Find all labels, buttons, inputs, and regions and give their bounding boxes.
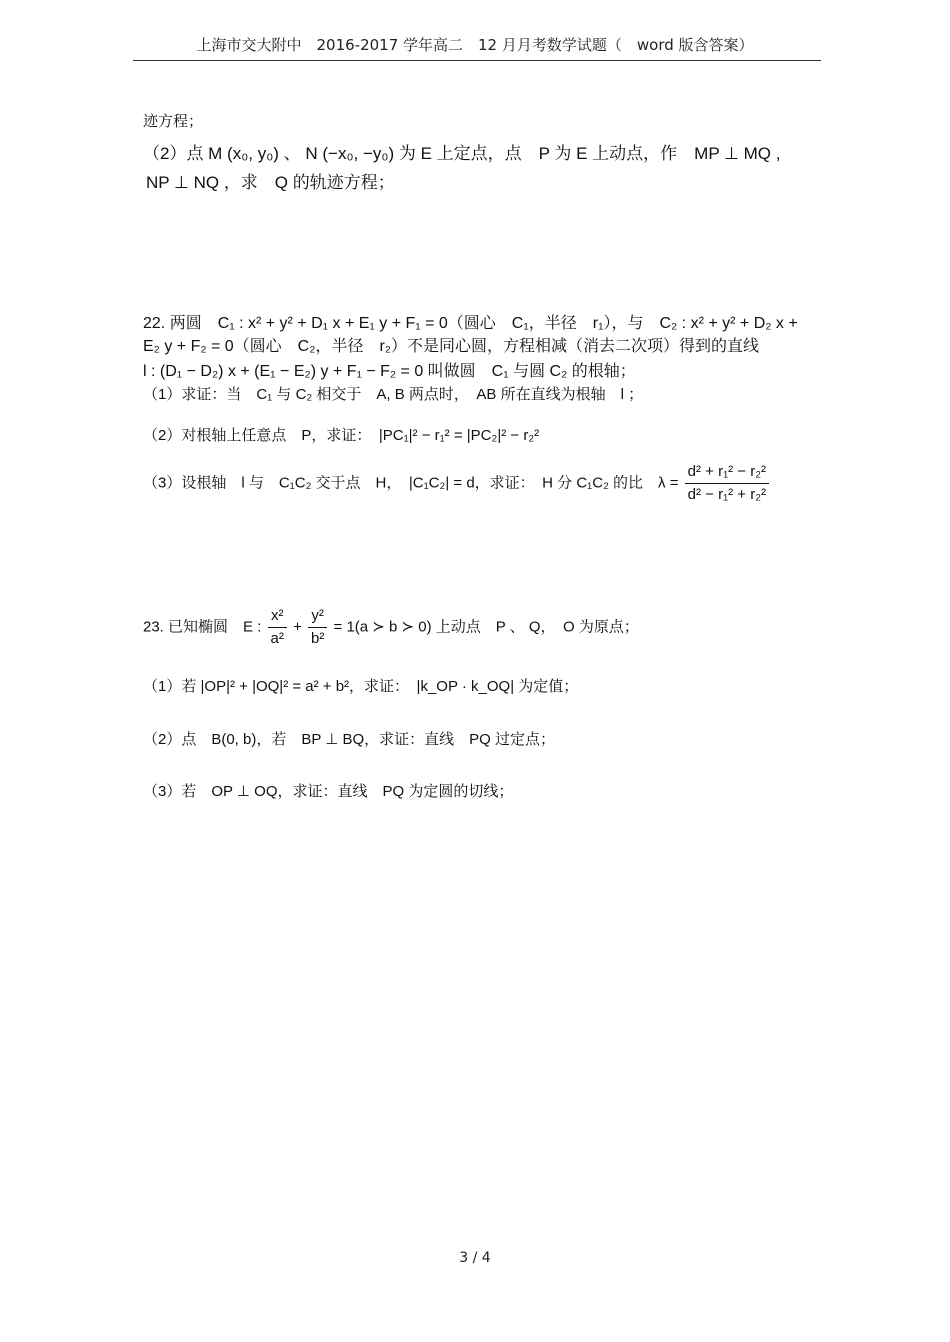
q23-line-1-post: = 1(a ≻ b ≻ 0) 上动点 P 、 Q， O 为原点； bbox=[333, 618, 639, 636]
q22-line-5: （2）对根轴上任意点 P，求证： |PC₁|² − r₁² = |PC₂|² − r₂² bbox=[143, 427, 540, 444]
q21-line-0: 迹方程； bbox=[143, 112, 204, 130]
q22-line-6-text: （3）设根轴 l 与 C₁C₂ 交于点 H， |C₁C₂| = d，求证： H 分 C₁C₂ 的比 λ = bbox=[143, 474, 679, 492]
q21-line-2: NP ⊥ NQ ，求 Q 的轨迹方程； bbox=[146, 173, 395, 192]
ellipse-y-denominator: b² bbox=[311, 630, 325, 647]
q22-line-4: （1）求证：当 C₁ 与 C₂ 相交于 A, B 两点时， AB 所在直线为根轴 l ； bbox=[143, 386, 644, 403]
ellipse-x-denominator: a² bbox=[270, 630, 284, 647]
header-rule bbox=[133, 60, 821, 61]
q22-line-2: E₂ y + F₂ = 0（圆心 C₂，半径 r₂）不是同心圆，方程相减（消去二次项）得到的直线 bbox=[143, 338, 759, 355]
page-number: 3 / 4 bbox=[459, 1250, 491, 1266]
q22-line-1: 22. 两圆 C₁ : x² + y² + D₁ x + E₁ y + F₁ = 0（圆心 C₁，半径 r₁），与 C₂ : x² + y² + D₂ x + bbox=[143, 315, 798, 332]
page-header: 上海市交大附中 2016-2017 学年高二 12 月月考数学试题（ word 版含答案） bbox=[196, 36, 754, 54]
q23-line-2: （1）若 |OP|² + |OQ|² = a² + b²，求证： |k_OP · k_OQ| 为定值； bbox=[143, 678, 579, 695]
lambda-fraction bbox=[685, 462, 769, 505]
ellipse-x-numerator: x² bbox=[268, 606, 287, 628]
ellipse-y-numerator: y² bbox=[308, 606, 327, 628]
q21-line-1: （2）点 M (x₀, y₀) 、 N (−x₀, −y₀) 为 E 上定点，点 P 为 E 上动点，作 MP ⊥ MQ , bbox=[143, 144, 781, 163]
q23-line-1-pre: 23. 已知椭圆 E : bbox=[143, 618, 262, 636]
q23-line-1 bbox=[143, 606, 639, 649]
ellipse-plus: + bbox=[293, 618, 302, 636]
q22-line-3: l : (D₁ − D₂) x + (E₁ − E₂) y + F₁ − F₂ = 0 叫做圆 C₁ 与圆 C₂ 的根轴； bbox=[143, 363, 636, 380]
ellipse-fraction-y bbox=[308, 606, 327, 649]
q22-line-6 bbox=[143, 462, 771, 505]
q23-line-3: （2）点 B(0, b)，若 BP ⊥ BQ，求证：直线 PQ 过定点； bbox=[143, 731, 556, 748]
lambda-denominator: d² − r₁² + r₂² bbox=[687, 486, 767, 503]
ellipse-fraction-x bbox=[268, 606, 287, 649]
lambda-numerator: d² + r₁² − r₂² bbox=[685, 462, 769, 484]
q23-line-4: （3）若 OP ⊥ OQ，求证：直线 PQ 为定圆的切线； bbox=[143, 783, 514, 800]
